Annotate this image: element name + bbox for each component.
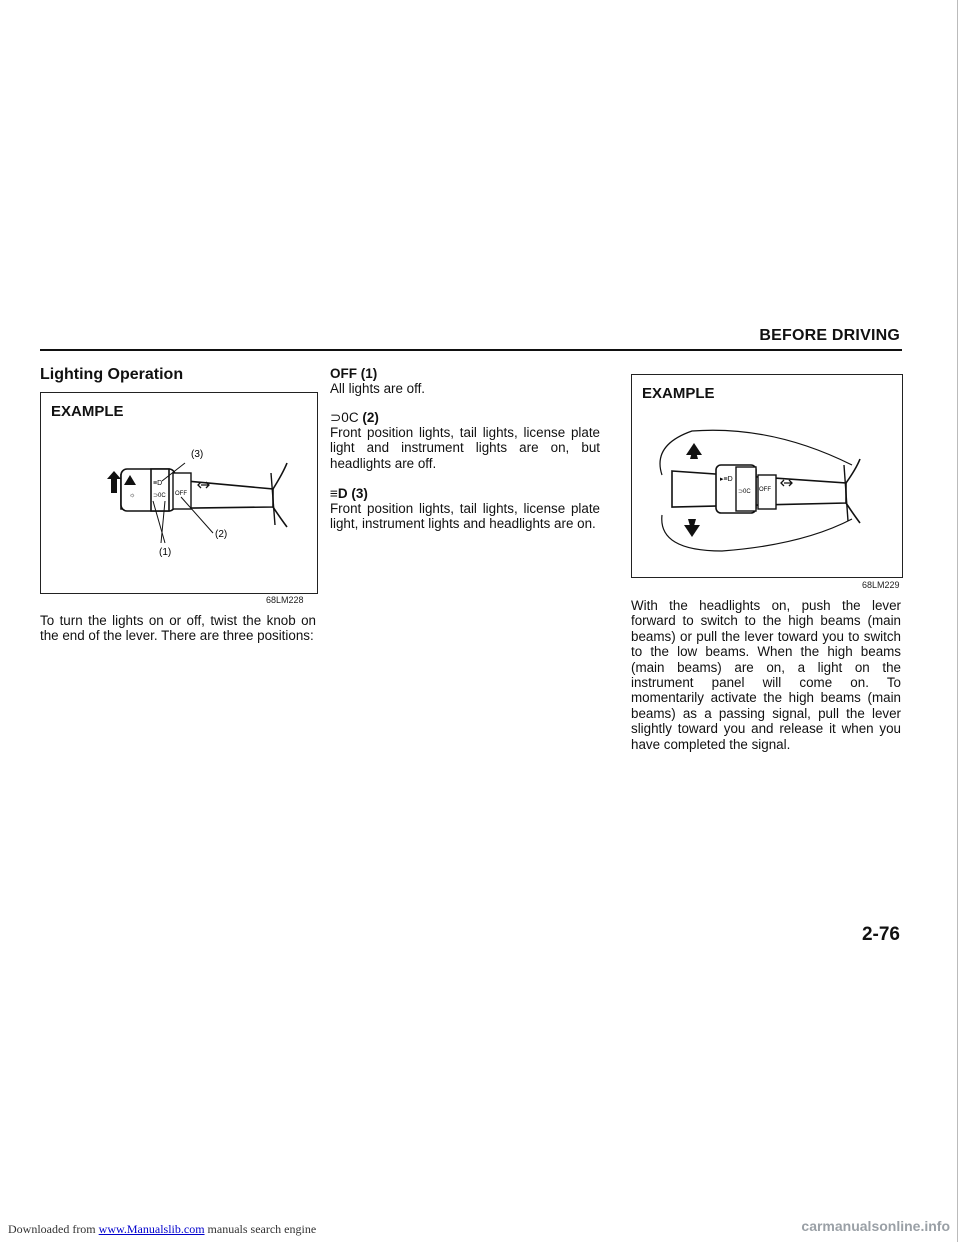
callout-2: (2) <box>215 529 228 540</box>
beam-switch-illustration <box>632 375 902 577</box>
svg-text:OFF: OFF <box>759 487 771 493</box>
footer-brand-watermark: carmanualsonline.info <box>801 1218 950 1234</box>
section-header: BEFORE DRIVING <box>759 327 900 344</box>
figure-code: 68LM228 <box>266 595 304 605</box>
position-2 <box>330 410 600 471</box>
svg-text:⊃0C: ⊃0C <box>153 493 166 499</box>
footer-link[interactable]: www.Manualslib.com <box>98 1222 205 1236</box>
parking-light-icon: ⊃0C <box>330 410 363 425</box>
lighting-switch-illustration <box>41 393 317 593</box>
headlight-icon: ≡D <box>330 486 352 501</box>
figure-label-right: EXAMPLE <box>642 385 715 402</box>
svg-text:OFF: OFF <box>175 491 187 497</box>
position-off-text: All lights are off. <box>330 381 426 396</box>
position-2-heading: (2) <box>362 410 379 425</box>
right-paragraph: With the headlights on, push the lever forward to switch to the high beams (main beams) or pull the lever toward you to switch to the low beams. When the high beams (main beams) are on, a light on the instrument panel will come on. To momentarily activate the high beams (main beams) as a passing signal, pull the lever slightly toward you and release it when you have completed the signal. <box>631 598 901 752</box>
position-2-text: Front position lights, tail lights, license plate light and instrument lights are on, but headlights are off. <box>330 425 600 471</box>
left-paragraph: To turn the lights on or off, twist the knob on the end of the lever. There are three positions: <box>40 613 316 644</box>
svg-text:☼: ☼ <box>129 492 136 499</box>
position-3-text: Front position lights, tail lights, license plate light, instrument lights and headlights are on. <box>330 501 600 532</box>
position-off <box>330 366 600 396</box>
figure-code-right: 68LM229 <box>862 580 900 590</box>
callout-1: (1) <box>159 547 172 558</box>
footer-suffix: manuals search engine <box>204 1222 317 1236</box>
footer-download <box>8 1222 316 1237</box>
position-3-heading: (3) <box>351 486 368 501</box>
svg-text:≡D: ≡D <box>153 480 163 487</box>
page-margin-line <box>957 0 958 1242</box>
figure-lighting-switch <box>40 392 318 594</box>
section-title: Lighting Operation <box>40 366 184 383</box>
figure-beam-switch <box>631 374 903 578</box>
svg-text:⊃0C: ⊃0C <box>738 489 751 495</box>
header-rule <box>40 349 902 351</box>
position-off-heading: OFF (1) <box>330 366 378 381</box>
svg-text:▸≡D: ▸≡D <box>720 476 733 483</box>
footer-prefix: Downloaded from <box>8 1222 99 1236</box>
callout-3: (3) <box>191 449 204 460</box>
page-number: 2-76 <box>861 924 900 945</box>
position-3 <box>330 486 600 532</box>
figure-label: EXAMPLE <box>51 403 124 420</box>
